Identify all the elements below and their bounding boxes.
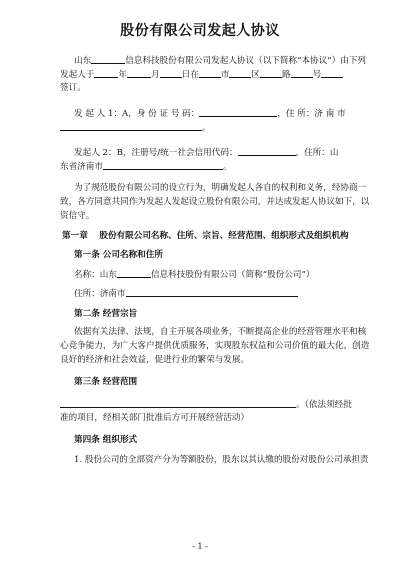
preamble-line-1: 为了规范股份有限公司的设立行为，明确发起人各自的权利和义务，经协商一 [74,183,367,193]
intro-line-1 [74,54,366,67]
blank-district[interactable] [229,68,251,78]
scope-line-1 [60,398,352,411]
preamble-line-3: 资信守。 [60,211,95,221]
document-title: 股份有限公司发起人协议 [120,23,280,39]
blank-number[interactable] [291,68,313,78]
party1-line-1 [74,107,366,120]
party2-address-prefix: 东省济南市 [60,162,103,172]
year-label: 年 [118,70,127,80]
party1-end: 。 [202,123,211,133]
blank-company-name-2[interactable] [117,268,151,278]
blank-business-scope[interactable] [60,398,296,408]
party1-id-label: 发 起 人 1：A，身 份 证 号 码： [74,109,200,119]
party1-address-label: ，住 所：济 南 市 [277,109,346,119]
party2-reg-label: 发起人 2：B，注册号/统一社会信用代码： [74,148,238,158]
article-3-heading: 第三条 经营范围 [74,377,138,387]
party2-address-label: ，住所：山 [295,148,339,158]
intro-line-3: 签订。 [60,83,86,93]
article-1-heading: 第一条 公司名称和住所 [74,250,163,260]
preamble-line-2: 致，各方同意共同作为发起人发起设立股份有限公司，并达成发起人协议如下，以 [60,197,370,207]
day-label: 日在 [181,70,199,80]
scope-note: 。（依法须经批 [296,400,352,410]
blank-party2-reg[interactable] [238,146,296,156]
blank-road[interactable] [260,68,282,78]
purpose-line-1: 依据有关法律、法规，自主开展各项业务，不断提高企业的经营管理水平和核 [74,327,367,337]
article-2-heading: 第二条 经营宗旨 [74,309,138,319]
party2-line-2 [60,160,352,173]
intro-line-2 [60,68,352,81]
company-name-label: 名称：山东 [74,270,117,280]
intro-text: 信息科技股份有限公司发起人协议（以下简称“本协议”）由下列 [125,56,367,66]
road-label: 路 [282,70,291,80]
blank-party2-address[interactable] [103,160,223,170]
intro-province: 山东 [74,56,92,66]
company-name-text: 信息科技股份有限公司（简称“股份公司”） [150,270,315,280]
scope-line-2: 准的项目，经相关部门批准后方可开展经营活动） [60,413,250,423]
company-name-line [74,268,366,281]
month-label: 月 [151,70,160,80]
blank-party1-address[interactable] [60,121,202,131]
blank-party1-id[interactable] [199,107,277,117]
party1-line-2 [60,121,352,134]
blank-year[interactable] [94,68,118,78]
purpose-line-2: 心竞争能力，为广大客户提供优质服务，实现股东权益和公司价值的最大化，创造 [60,341,370,351]
company-address-label: 住所：济南市 [74,289,126,299]
district-label: 区 [251,70,261,80]
blank-city[interactable] [199,68,221,78]
blank-number-trail[interactable] [321,68,343,78]
company-address-line [74,287,366,300]
blank-month[interactable] [127,68,151,78]
blank-company-name[interactable] [91,54,125,64]
org-form-line-1: 1. 股份公司的全部资产分为等额股份，股东以其认缴的股份对股份公司承担责 [74,455,369,465]
number-label: 号 [312,70,322,80]
blank-company-address[interactable] [126,287,298,297]
intro-date-label: 发起人于 [60,70,95,80]
article-4-heading: 第四条 组织形式 [74,435,138,445]
chapter-1-heading: 第一章 股份有限公司名称、住所、宗旨、经营范围、组织形式及组织机构 [62,231,349,241]
blank-day[interactable] [160,68,182,78]
party2-end: 。 [222,162,232,172]
party2-line-1 [74,146,366,159]
page-number: - 1 - [192,542,208,551]
city-label: 市 [220,70,230,80]
purpose-line-3: 良好的经济和社会效益，促进行业的繁荣与发展。 [60,355,250,365]
